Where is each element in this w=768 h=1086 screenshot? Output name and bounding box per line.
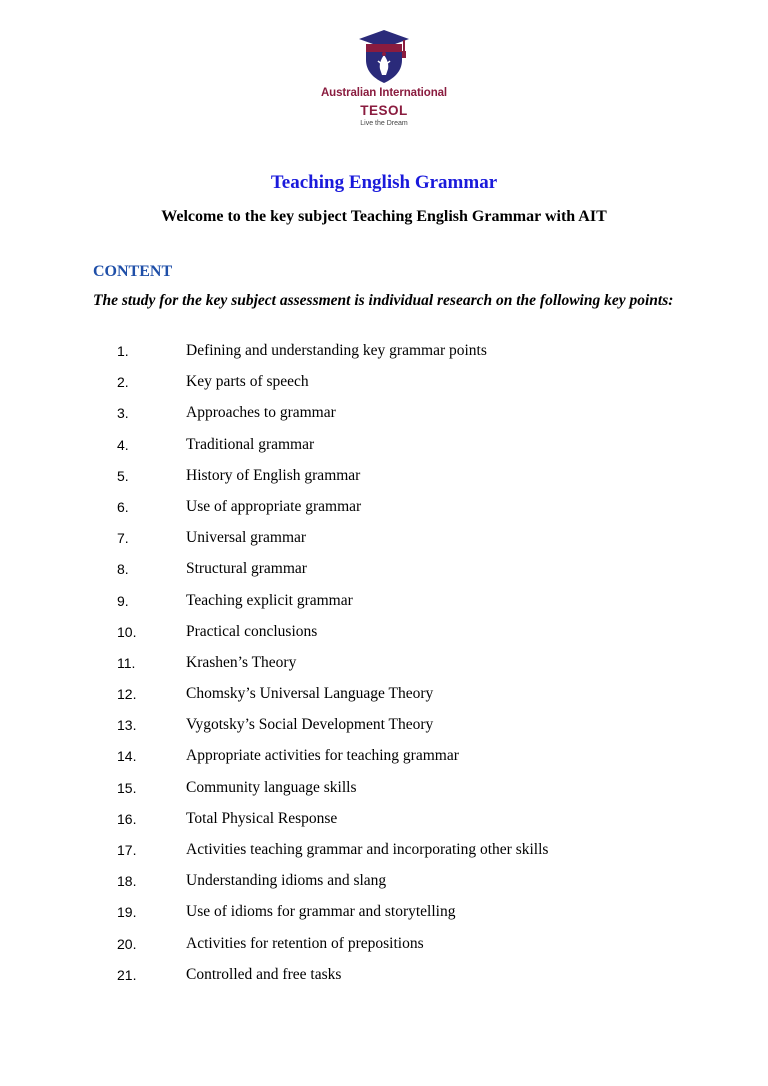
list-item-number: 13. <box>117 717 137 734</box>
list-item-text: Approaches to grammar <box>186 404 336 422</box>
list-item <box>0 934 768 965</box>
list-item-text: Vygotsky’s Social Development Theory <box>186 716 434 734</box>
list-item <box>0 497 768 528</box>
list-item <box>0 403 768 434</box>
section-heading-content: CONTENT <box>93 263 173 280</box>
list-item-number: 15. <box>117 779 137 796</box>
list-item-text: Activities teaching grammar and incorporating other skills <box>186 841 549 858</box>
list-item-number: 17. <box>117 842 137 858</box>
list-item-text: Teaching explicit grammar <box>186 591 353 609</box>
list-item <box>0 778 768 809</box>
list-item-number: 14. <box>117 748 137 765</box>
list-item <box>0 528 768 559</box>
list-item-text: Total Physical Response <box>186 809 338 827</box>
list-item-number: 2. <box>117 374 129 391</box>
intro-paragraph: The study for the key subject assessment is individual research on the following key points: <box>93 292 674 309</box>
list-item <box>0 435 768 466</box>
list-item-text: Chomsky’s Universal Language Theory <box>186 685 434 703</box>
list-item <box>0 591 768 622</box>
list-item-text: Universal grammar <box>186 529 307 547</box>
list-item-text: Key parts of speech <box>186 373 309 391</box>
list-item <box>0 902 768 933</box>
list-item-text: Use of appropriate grammar <box>186 497 362 515</box>
list-item-text: History of English grammar <box>186 466 361 484</box>
list-item <box>0 684 768 715</box>
list-item <box>0 871 768 902</box>
list-item-number: 7. <box>117 530 129 547</box>
list-item <box>0 840 768 871</box>
logo-name-line2: TESOL <box>360 103 408 118</box>
list-item-text: Krashen’s Theory <box>186 653 297 671</box>
list-item-number: 9. <box>117 592 129 609</box>
list-item-number: 4. <box>117 436 129 453</box>
list-item-number: 10. <box>117 623 137 640</box>
document-subtitle: Welcome to the key subject Teaching English Grammar with AIT <box>161 208 607 225</box>
list-item-number: 19. <box>117 904 137 921</box>
graduation-cap-shield-icon <box>357 28 411 84</box>
list-item-text: Appropriate activities for teaching grammar <box>186 747 459 765</box>
list-item-text: Defining and understanding key grammar points <box>186 342 487 359</box>
list-item <box>0 341 768 372</box>
list-item-number: 18. <box>117 873 137 890</box>
list-item-number: 16. <box>117 810 137 827</box>
list-item <box>0 809 768 840</box>
list-item <box>0 746 768 777</box>
logo-tagline: Live the Dream <box>360 120 408 127</box>
list-item-text: Use of idioms for grammar and storytelling <box>186 903 456 921</box>
list-item <box>0 715 768 746</box>
ait-logo <box>300 28 468 146</box>
list-item <box>0 466 768 497</box>
list-item-number: 3. <box>117 405 129 422</box>
list-item <box>0 965 768 996</box>
list-item-text: Activities for retention of prepositions <box>186 934 424 952</box>
logo-name-line1: Australian International <box>320 87 448 99</box>
list-item-text: Structural grammar <box>186 560 307 578</box>
list-item-number: 11. <box>117 654 136 671</box>
list-item-text: Traditional grammar <box>186 435 315 453</box>
list-item-text: Controlled and free tasks <box>186 965 342 983</box>
list-item-text: Practical conclusions <box>186 622 318 640</box>
list-item <box>0 622 768 653</box>
list-item-number: 12. <box>117 686 137 703</box>
list-item <box>0 653 768 684</box>
list-item <box>0 559 768 590</box>
list-item-number: 6. <box>117 498 129 515</box>
list-item-text: Understanding idioms and slang <box>186 872 387 890</box>
key-points-list <box>0 341 768 996</box>
list-item-number: 21. <box>117 966 137 983</box>
list-item-number: 20. <box>117 935 137 952</box>
list-item-number: 1. <box>117 343 129 359</box>
list-item-number: 8. <box>117 561 129 578</box>
list-item-number: 5. <box>117 467 129 484</box>
list-item-text: Community language skills <box>186 778 357 796</box>
document-title: Teaching English Grammar <box>270 172 498 193</box>
list-item <box>0 372 768 403</box>
